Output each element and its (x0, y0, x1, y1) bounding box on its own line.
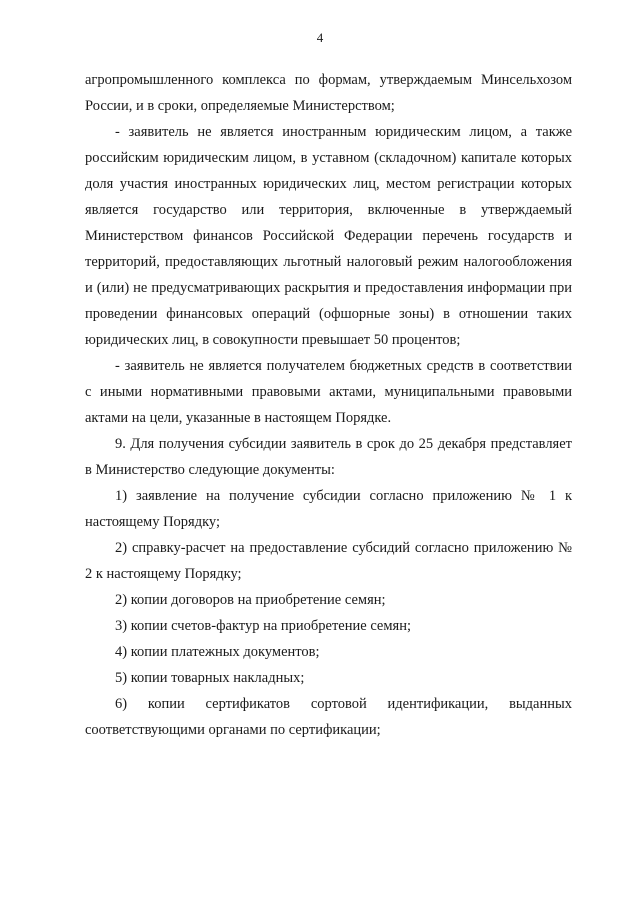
page-number: 4 (316, 30, 324, 45)
paragraph-foreign-entity-condition: - заявитель не является иностранным юридическим лицом, а также российским юридическим лицом, в уставном (складочном) капитале которых доля участия иностранных юридических лиц, местом регистрации которых является государство или территория, включенные в утверждаемый Министерством финансов Российской Федерации перечень государств и территорий, предоставляющих льготный налоговый режим налогообложения и (или) не предусматривающих раскрытия и предоставления информации при проведении финансовых операций (офшорные зоны) в отношении таких юридических лиц, в совокупности превышает 50 процентов; (85, 124, 572, 348)
list-item-certificates: 6) копии сертификатов сортовой идентификации, выданных соответствующими органами по сертификации; (85, 696, 572, 738)
list-item-application: 1) заявление на получение субсидии согласно приложению № 1 к настоящему Порядку; (85, 488, 572, 530)
list-item-waybills: 5) копии товарных накладных; (115, 670, 305, 686)
paragraph-continuation: агропромышленного комплекса по формам, утверждаемым Минсельхозом России, и в сроки, определяемые Министерством; (85, 72, 572, 114)
document-body (85, 67, 572, 743)
list-item-payment-documents: 4) копии платежных документов; (115, 644, 320, 660)
paragraph-item-9: 9. Для получения субсидии заявитель в срок до 25 декабря представляет в Министерство следующие документы: (85, 436, 572, 478)
list-item-contracts: 2) копии договоров на приобретение семян; (115, 592, 386, 608)
list-item-calculation: 2) справку-расчет на предоставление субсидий согласно приложению № 2 к настоящему Порядку; (85, 540, 572, 582)
paragraph-budget-funds-condition: - заявитель не является получателем бюджетных средств в соответствии с иными нормативными правовыми актами, муниципальными правовыми актами на цели, указанные в настоящем Порядке. (85, 358, 572, 426)
list-item-invoices: 3) копии счетов-фактур на приобретение семян; (115, 618, 412, 634)
